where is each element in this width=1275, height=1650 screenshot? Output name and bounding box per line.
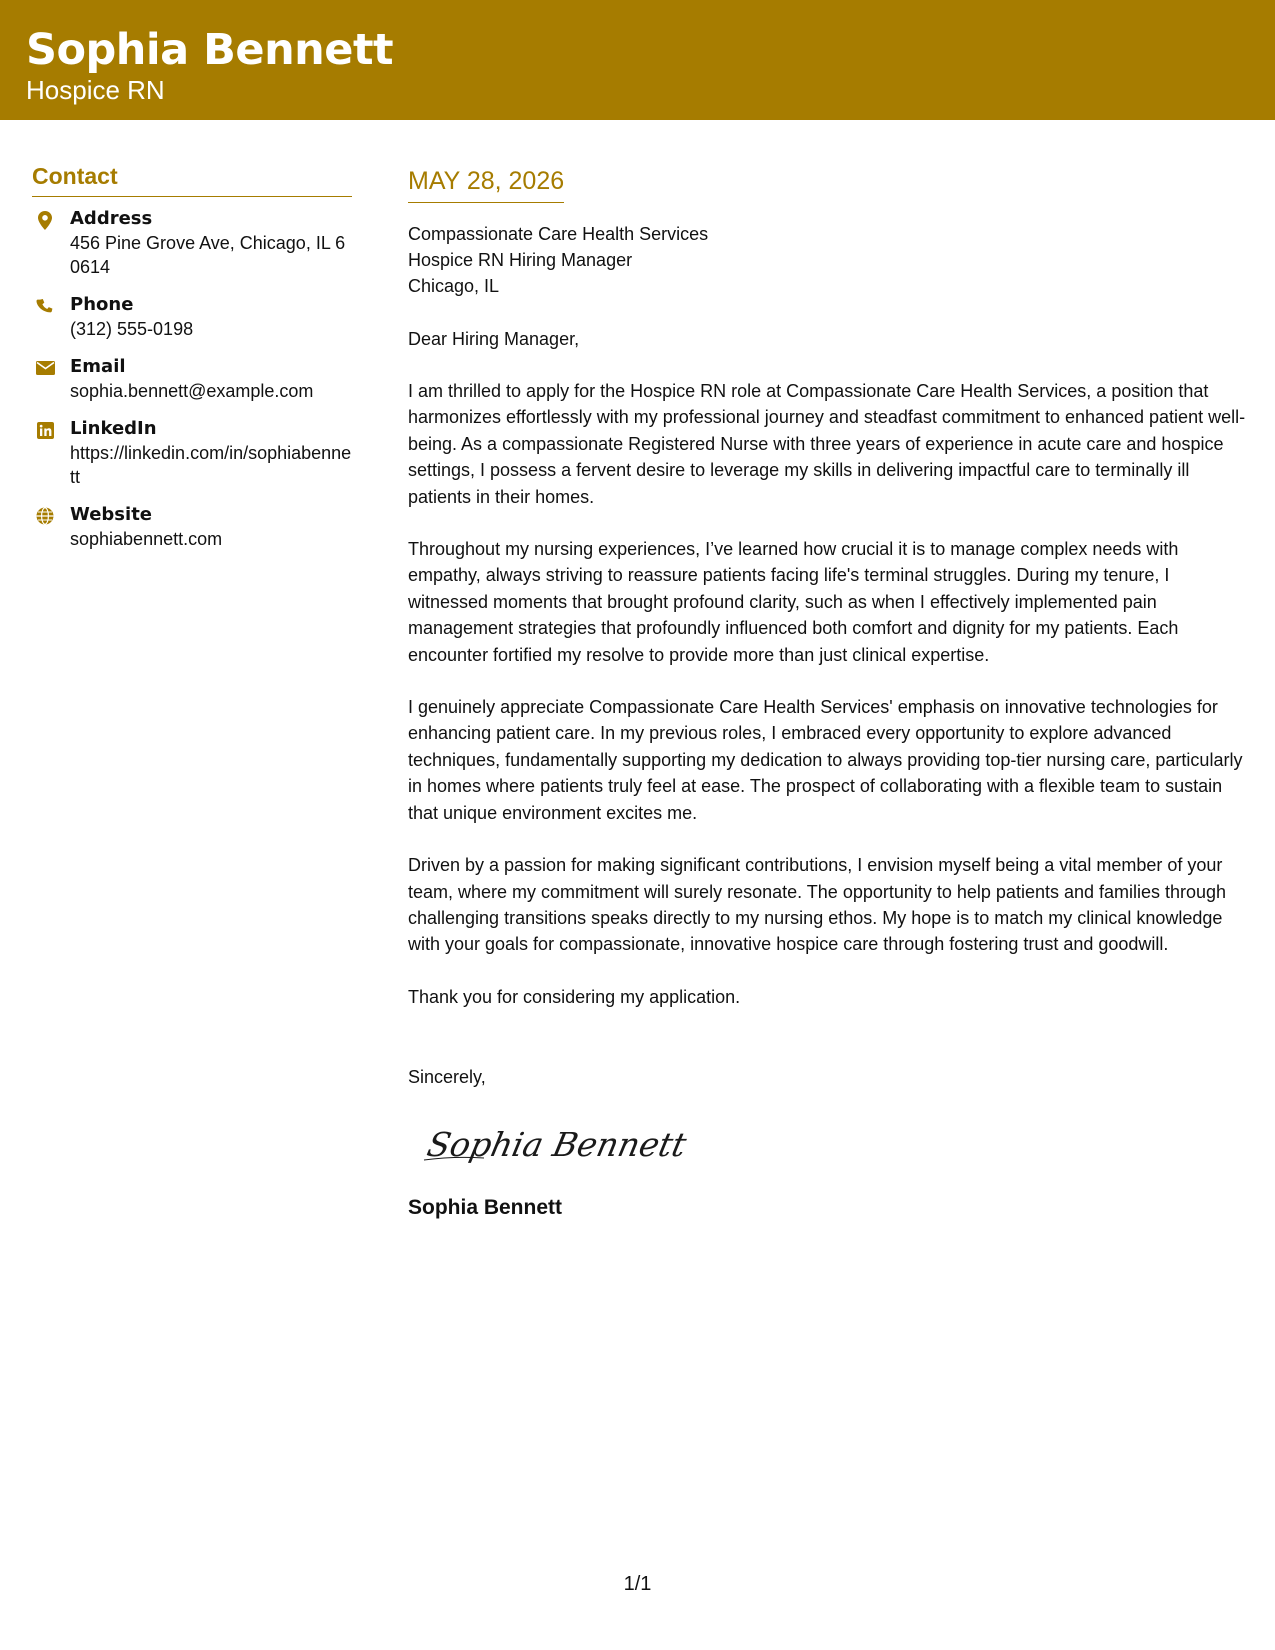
- contact-label: Phone: [70, 294, 134, 315]
- thank-you-line: Thank you for considering my application.: [408, 986, 741, 1007]
- svg-text:Sophia Bennett: Sophia Bennett: [423, 1125, 690, 1165]
- contact-phone: [32, 293, 352, 341]
- linkedin-icon: [34, 419, 56, 441]
- recipient-block: [408, 221, 1253, 299]
- contact-email: [32, 355, 352, 403]
- letter-body: [408, 164, 1253, 1222]
- body-paragraph: I genuinely appreciate Compassionate Care Health Services' emphasis on innovative technologies for enhancing patient care. In my previous roles, I embraced every opportunity to explore advanced techniques, fundamentally supporting my dedication to always providing top-tier nursing care, particularly in homes where patients truly feel at ease. The prospect of collaborating with a flexible team to sustain that unique environment excites me.: [408, 697, 1243, 823]
- contact-address: [32, 207, 352, 279]
- signer-name: Sophia Bennett: [408, 1196, 563, 1220]
- contact-value: sophia.bennett@example.com: [70, 381, 314, 401]
- phone-icon: [34, 295, 56, 317]
- body-paragraph: I am thrilled to apply for the Hospice RN role at Compassionate Care Health Services, a position that harmonizes effortlessly with my professional journey and steadfast commitment to enhanced patient well-being. As a compassionate Registered Nurse with three years of experience in acute care and hospice settings, I possess a fervent desire to leverage my skills in delivering impactful care to terminally ill patients in their homes.: [408, 381, 1246, 507]
- contact-linkedin: [32, 417, 352, 489]
- page-number: 1/1: [623, 1573, 652, 1595]
- signature-image: [422, 1116, 1253, 1172]
- contact-value: 456 Pine Grove Ave, Chicago, IL 60614: [70, 233, 346, 277]
- recipient-company: Compassionate Care Health Services: [408, 224, 709, 244]
- contact-value: sophiabennett.com: [70, 529, 223, 549]
- contact-value: https://linkedin.com/in/sophiabennett: [70, 443, 352, 487]
- body-paragraph: Throughout my nursing experiences, I’ve learned how crucial it is to manage complex needs with empathy, always striving to reassure patients facing life's terminal struggles. During my tenure, I witnessed moments that brought profound clarity, such as when I effectively implemented pain management strategies that profoundly influenced both comfort and dignity for my patients. Each encounter fortified my resolve to provide more than just clinical expertise.: [408, 539, 1179, 665]
- contact-value: (312) 555-0198: [70, 319, 194, 339]
- recipient-contact: Hospice RN Hiring Manager: [408, 250, 633, 270]
- contact-label: Website: [70, 504, 153, 525]
- map-pin-icon: [34, 209, 56, 231]
- envelope-icon: [34, 357, 56, 379]
- contact-sidebar: [32, 160, 352, 565]
- contact-label: Email: [70, 356, 126, 377]
- contact-website: [32, 503, 352, 551]
- salutation: Dear Hiring Manager,: [408, 329, 580, 349]
- body-paragraph: Driven by a passion for making significant contributions, I envision myself being a vital member of your team, where my commitment will surely resonate. The opportunity to help patients and families through challenging transitions speaks directly to my nursing ethos. My hope is to match my clinical knowledge with your goals for compassionate, innovative hospice care through fostering trust and goodwill.: [408, 855, 1227, 955]
- closing: Sincerely,: [408, 1067, 486, 1088]
- contact-label: LinkedIn: [70, 418, 157, 439]
- globe-icon: [34, 505, 56, 527]
- contact-section-title: Contact: [32, 160, 352, 197]
- contact-label: Address: [70, 208, 153, 229]
- applicant-name: Sophia Bennett: [26, 25, 394, 75]
- recipient-location: Chicago, IL: [408, 276, 500, 296]
- letter-date: MAY 28, 2026: [408, 164, 564, 203]
- page-header: [0, 0, 1275, 120]
- applicant-role: Hospice RN: [26, 75, 165, 105]
